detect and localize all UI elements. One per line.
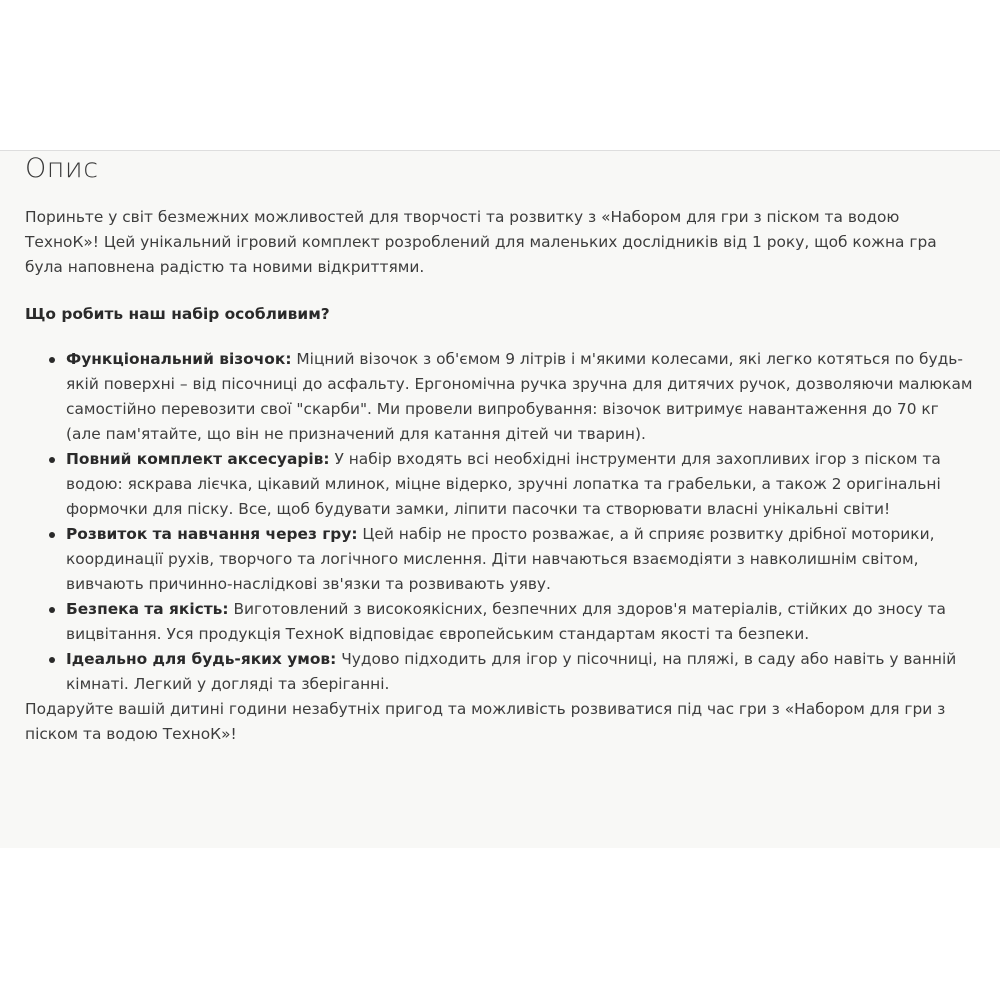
features-question: Що робить наш набір особливим? — [25, 305, 330, 323]
feature-title: Функціональний візочок: — [66, 350, 292, 368]
intro-paragraph: Пориньте у світ безмежних можливостей для творчості та розвитку з «Набором для гри з піском та водою ТехноК»! Цей унікальний ігровий комплект розроблений для маленьких дослідників від 1 року, щоб кожна гра була наповнена радістю та новими відкриттями. — [25, 208, 937, 276]
description-heading: Опис — [25, 153, 99, 184]
feature-text: Міцний візочок з об'ємом 9 літрів і м'якими колесами, які легко котяться по будь-якій поверхні – від пісочниці до асфальту. Ергономічна ручка зручна для дитячих ручок, дозволяючи малюкам самостійно перевозити свої "скарби". Ми провели випробування: візочок витримує навантаження до 70 кг (але пам'ятайте, що він не призначений для катання дітей чи тварин). — [66, 350, 973, 443]
feature-text: Цей набір не просто розважає, а й сприяє розвитку дрібної моторики, координації рухів, творчого та логічного мислення. Діти навчаються взаємодіяти з навколишнім світом, вивчають причинно-наслідкові зв'язки та розвивають уяву. — [66, 525, 935, 593]
feature-text: У набір входять всі необхідні інструменти для захопливих ігор з піском та водою: яскрава лієчка, цікавий млинок, міцне відерко, зручні лопатка та грабельки, а також 2 оригінальні формочки для піску. Все, щоб будувати замки, ліпити пасочки та створювати власні унікальні світи! — [66, 450, 941, 518]
feature-item-accessories — [66, 447, 975, 522]
feature-title: Безпека та якість: — [66, 600, 229, 618]
description-content — [25, 205, 975, 747]
features-list — [25, 347, 975, 697]
feature-title: Ідеально для будь-яких умов: — [66, 650, 337, 668]
feature-title: Розвиток та навчання через гру: — [66, 525, 358, 543]
feature-text: Чудово підходить для ігор у пісочниці, на пляжі, в саду або навіть у ванній кімнаті. Легкий у догляді та зберіганні. — [66, 650, 957, 693]
feature-title: Повний комплект аксесуарів: — [66, 450, 330, 468]
feature-item-safety — [66, 597, 975, 647]
feature-item-ideal — [66, 647, 975, 697]
description-panel — [0, 150, 1000, 848]
feature-text: Виготовлений з високоякісних, безпечних для здоров'я матеріалів, стійких до зносу та вицвітання. Уся продукція ТехноК відповідає європейським стандартам якості та безпеки. — [66, 600, 946, 643]
feature-item-development — [66, 522, 975, 597]
feature-item-cart — [66, 347, 975, 447]
closing-paragraph: Подаруйте вашій дитині години незабутніх пригод та можливість розвиватися під час гри з «Набором для гри з піском та водою ТехноК»! — [25, 700, 946, 743]
